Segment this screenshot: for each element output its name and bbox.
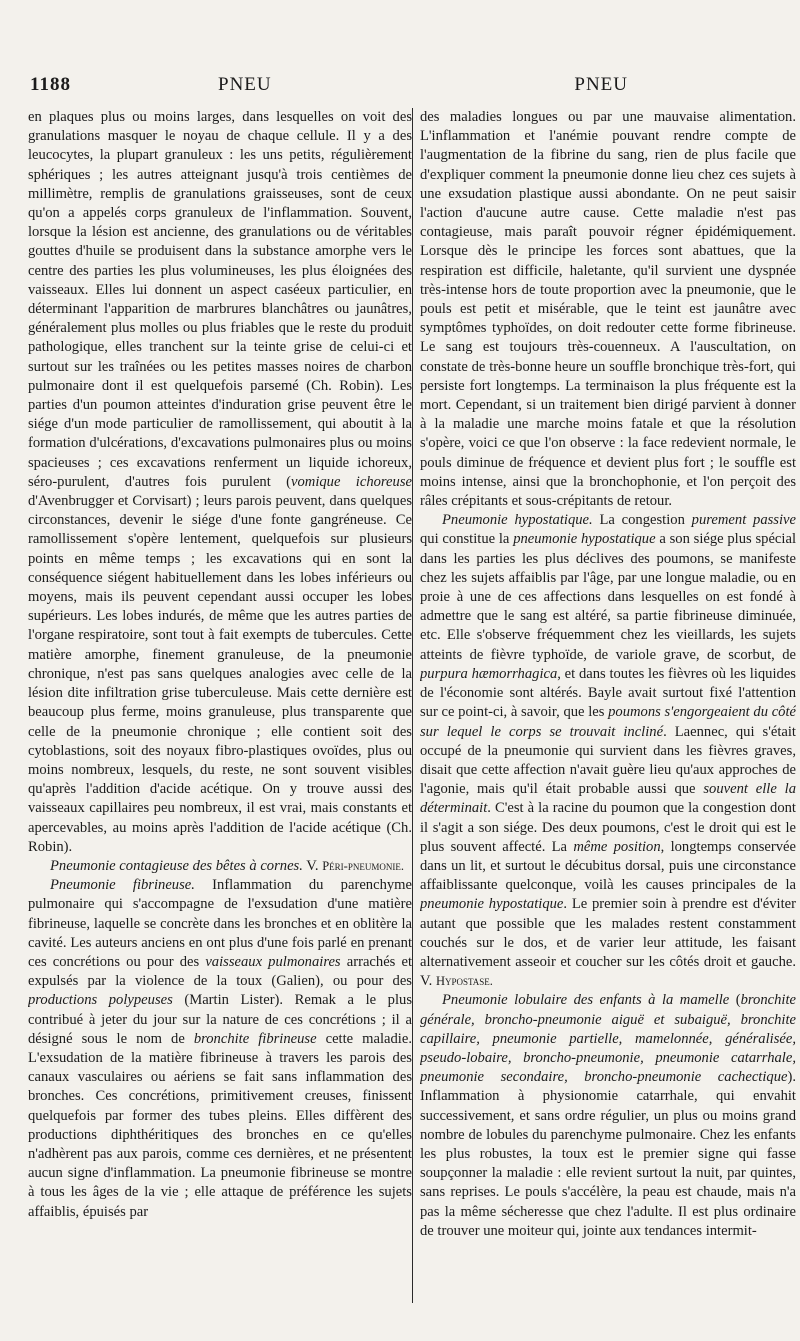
italic-text: productions polypeuses [28,992,173,1009]
page-number: 1188 [30,74,71,95]
italic-text: souvent elle la déterminait [420,781,796,817]
italic-text: même position [573,838,661,855]
text-run: cette maladie. L'exsudation de la matière fibrineuse à travers les parois des canaux vasculaires ou aériens se fait sans inflammation des bronches. Ces concrétions, primitivement creuses, finissent quelquefois par former des tubes pleins. Elles diffèrent des productions diphthéritiques des bronches en ce qu'elles n'adhèrent pas aux parois, comme ces dernières, et ne présentent aucun signe d'inflammation. La pneumonie fibrineuse se montre à tous les âges de la vie ; elle attaque de préférence les sujets affaiblis, épuisés par [28,1030,412,1220]
text-run: . Le premier soin à prendre est d'éviter autant que possible que les malades restent constamment couchés sur le dos, et de varier leur attitude, les faisant alternativement asseoir et coucher sur les côtés droit et gauche. V. [420,896,796,990]
text-run: qui constitue la [420,531,514,548]
text-run: La congestion [592,512,692,529]
text-run: a son siége plus spécial dans les parties les plus déclives des poumons, se manifeste chez les sujets affaiblis par l'âge, par une longue maladie, ou en proie à une de ces affections dans lesquelles on est fondé à admettre que le sang est altéré, sa partie fibrineuse diminuée, etc. Elle s'observe fréquemment chez les vieillards, les sujets atteints de fièvre typhoïde, de variole grave, de scorbut, de [420,531,796,663]
text-run: ( [729,992,741,1009]
text-run: (Martin Lister). Remak a le plus contribué à jeter du jour sur la nature de ces concrétions ; il a désigné sous le nom de [28,992,412,1047]
italic-text: bronchite fibrineuse [193,1030,317,1047]
italic-text: pneumonie hypostatique [513,531,656,548]
left-headword: PNEU [218,74,272,95]
paragraph [420,511,796,991]
italic-text: bronchite générale, broncho-pneumonie aiguë et subaiguë, bronchite capillaire, pneumonie partielle, mamelonnée, généralisée, pseudo-lobaire, broncho-pneumonie, pneumonie catarrhale, pneumonie secondaire, broncho-pneumonie cachectique [420,992,796,1086]
text-run: V. [302,857,323,874]
text-run: . Laennec, qui s'était occupé de la pneumonie qui survient dans les fièvres graves, disait que cette affection n'avait guère lieu qu'aux approches de l'agonie, mais qu'il était probable aussi que [420,723,796,798]
text-run: en plaques plus ou moins larges, dans lesquelles on voit des granulations masquer le noyau de chaque cellule. Il y a des leucocytes, la plupart granuleux : les uns petits, régulièrement sphériques ; les autres atteignant jusqu'à trois centièmes de millimètre, remplis de granulations graisseuses, sont de ceux qu'on a appelés corps granuleux de l'inflammation. Souvent, lorsque la lésion est ancienne, des granulations ou de véritables gouttes d'huile se produisent dans la substance amorphe vers le centre des parties les plus volumineuses, les plus éloignées des vaisseaux. Elles lui donnent un aspect caséeux particulier, en déterminant l'apparition de marbrures blanchâtres ou jaunâtres, généralement plus molles ou plus friables que le reste du produit pathologique, elles tranchent sur la teinte grise de celui-ci et surtout sur les traînées ou les petites masses noires de charbon pulmonaire dont il est quelquefois parsemé (Ch. Robin). Les parties d'un poumon atteintes d'induration grise peuvent être le siége d'un mode particulier de ramollissement, qui aboutit à la formation d'ulcérations, d'excavations pulmonaires plus ou moins spacieuses ; ces excavations renferment un liquide ichoreux, séro-purulent, d'autres fois purulent ( [28,109,412,490]
text-run: ). Inflammation à physionomie catarrhale, qui envahit successivement, et sans ordre régulier, un plus ou moins grand nombre de lobules du parenchyme pulmonaire. Chez les enfants les plus robustes, la toux est le premier signe qui fasse soupçonner la maladie : elle revient surtout la nuit, par quintes, sans reprises. Le pouls s'accélère, la peau est chaude, mais n'a pas la même sécheresse que chez l'adulte. Il est plus ordinaire de trouver une moiteur qui, jointe aux tendances intermit- [420,1069,796,1239]
right-column [420,108,796,1328]
paragraph [420,991,796,1241]
column-divider [412,108,413,1303]
italic-text: purpura hæmorrhagica [420,665,558,682]
entry-heading: Pneumonie fibrineuse. [50,877,195,894]
text-run: des maladies longues ou par une mauvaise alimentation. L'inflammation et l'anémie pouvant rendre compte de l'augmentation de la fibrine du sang, rien de plus facile que d'expliquer comment la pneumonie donne lieu chez ces sujets à une exsudation plastique aussi abondante. On ne peut saisir l'action d'aucune autre cause. Cette maladie n'est pas contagieuse, mais paraît pouvoir régner épidémiquement. Lorsque dès le principe les forces sont abattues, que la respiration est difficile, haletante, qu'il survient une dyspnée très-intense hors de toute proportion avec la pneumonie, que le pouls est petit et misérable, que le teint est jaunâtre avec symptômes typhoïdes, on doit redouter cette forme fibrineuse. Le sang est toujours très-couenneux. A l'auscultation, on constate de très-bonne heure un souffle bronchique très-fort, qui persiste fort longtemps. La terminaison la plus fréquente est la mort. Cependant, si un traitement bien dirigé parvient à donner à la maladie une marche moins fatale et que la résolution s'opère, voici ce que l'on observe : la face redevient normale, le pouls diminue de fréquence et devient plus fort ; le souffle est moins intense, ainsi que la bronchophonie, et l'on perçoit des râles crépitants et sous-crépitants de retour. [420,109,796,510]
left-column [28,108,412,1328]
entry-heading: Pneumonie lobulaire des enfants à la mamelle [442,992,730,1009]
paragraph [28,108,412,857]
italic-text: vaisseaux pulmonaires [205,953,341,970]
text-run: arrachés et expulsés par la violence de la toux (Galien), ou pour des [28,953,412,990]
paragraph [28,857,412,876]
entry-heading: Pneumonie contagieuse des bêtes à cornes. [50,857,303,874]
text-run: d'Avenbrugger et Corvisart) ; leurs parois peuvent, dans quelques circonstances, devenir le siége d'une fonte gangréneuse. Ce ramollissement s'opère lentement, quelquefois sur plusieurs points en même temps ; les excavations qui en sont la conséquence siégent habituellement dans les lobes inférieurs ou moyens, mais ils peuvent cependant aussi occuper les lobes supérieurs. Les lobes indurés, de même que les autres parties de l'organe respiratoire, sont tout à fait exempts de tubercules. Cette matière amorphe, finement granuleuse, de la pneumonie chronique, n'est pas sans quelques analogies avec celle de la lésion dite infiltration grise tuberculeuse. Mais cette dernière est beaucoup plus ferme, moins granuleuse, plus transparente que celle de la pneumonie chronique ; elle contient soit des cytoblastions, soit des noyaux fibro-plastiques ovoïdes, plus ou moins nombreux, lesquels, du reste, ne sont souvent visibles qu'après l'addition d'acide acétique. On y trouve aussi des vaisseaux capillaires peu nombreux, il est vrai, mais constants et apercevables, au moins après l'addition de l'acide acétique (Ch. Robin). [28,493,412,855]
paragraph [28,876,412,1222]
italic-text: purement passive [691,512,796,529]
paragraph [420,108,796,511]
right-headword: PNEU [574,74,628,95]
entry-heading: Pneumonie hypostatique. [442,512,593,529]
text-run: , et dans toutes les fièvres où les liquides de l'économie sont altérés. Bayle avait surtout fixé l'attention sur ce point-ci, à savoir, que les [420,665,796,721]
italic-text: pneumonie hypostatique [420,896,564,913]
italic-text: poumons s'engorgeaient du côté sur lequel le corps se trouvait incliné [420,704,796,740]
text-run: , longtemps conservée dans un lit, et surtout le décubitus dorsal, puis une circonstance affaiblissante quelconque, voilà les causes principales de la [420,838,796,894]
cross-reference: Péri-pneumonie. [322,858,404,873]
text-run: . C'est à la racine du poumon que la congestion dont il s'agit a son siége. Des deux poumons, c'est le droit qui est le plus souvent affecté. La [420,800,796,855]
cross-reference: Hypostase. [435,974,493,989]
text-run: Inflammation du parenchyme pulmonaire qui s'accompagne de l'exsudation d'une matière fibrineuse, laquelle se concrète dans les bronches et en oblitère la cavité. Les auteurs anciens en ont plus d'une fois parlé en prenant ces concrétions ou pour des [28,877,412,970]
italic-text: vomique ichoreuse [291,473,412,490]
running-header [30,70,778,104]
